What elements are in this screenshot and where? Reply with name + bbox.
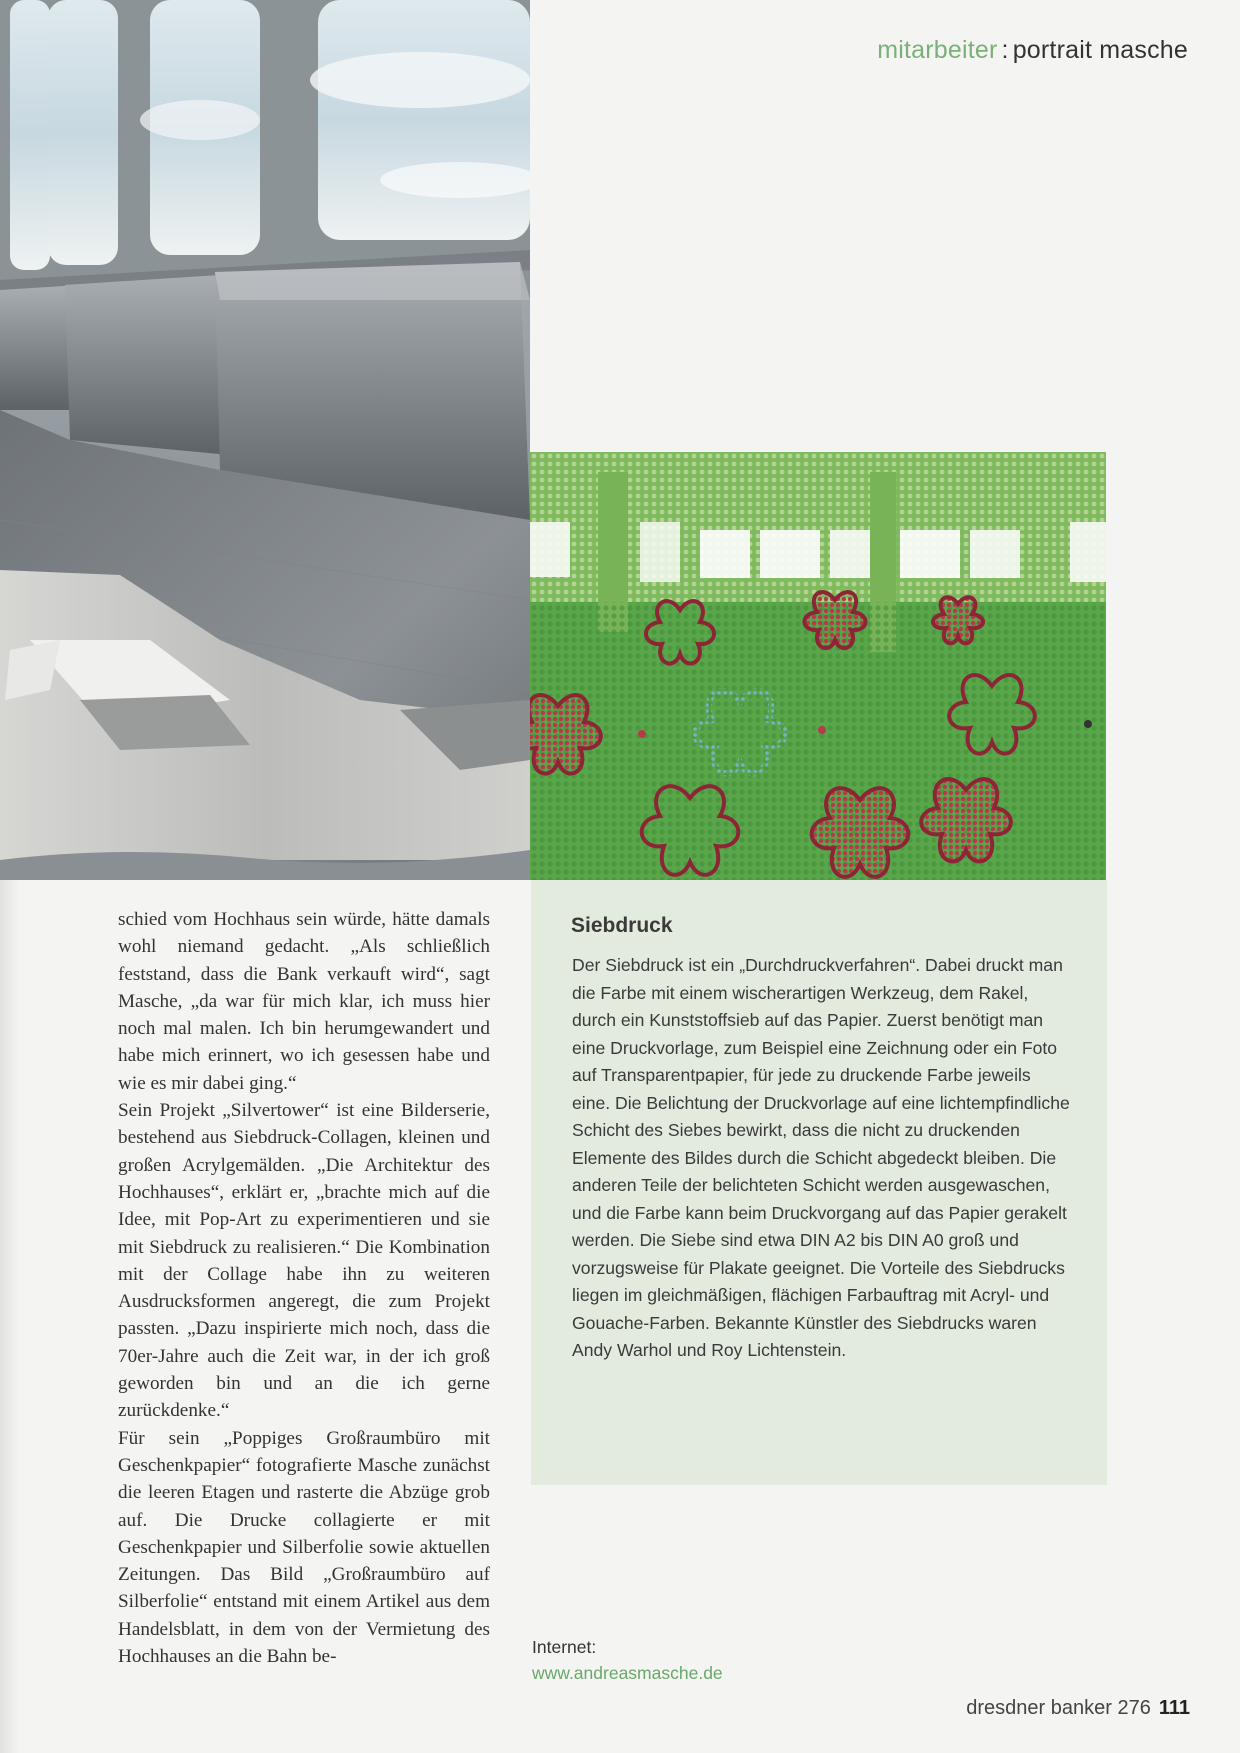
popart-drawing: [530, 452, 1106, 880]
internet-label: Internet:: [532, 1637, 597, 1657]
internet-reference: [532, 1634, 723, 1686]
office-photo: [0, 0, 530, 880]
website-link[interactable]: www.andreasmasche.de: [532, 1663, 723, 1683]
page-number: 111: [1158, 1697, 1190, 1719]
infobox-title: Siebdruck: [571, 914, 673, 937]
infobox-text: Der Siebdruck ist ein „Durchdruckverfahren“. Dabei druckt man die Farbe mit einem wischerartigen Werkzeug, dem Rakel, durch ein Kunststoffsieb auf das Papier. Zuerst benötigt man eine Druckvorlage, zum Beispiel eine Zeichnung oder ein Foto auf Transparentpapier, für jede zu druckende Farbe jeweils eine. Die Belichtung der Druckvorlage auf eine lichtempfindliche Schicht des Siebes bewirkt, dass die nicht zu druckenden Elemente des Bildes durch die Schicht abgedeckt bleiben. Die anderen Teile der belichteten Schicht werden ausgewaschen, und die Farbe kann beim Druckvorgang auf das Papier gerakelt werden. Die Siebe sind etwa DIN A2 bis DIN A0 groß und vorzugsweise für Plakate geeignet. Die Vorteile des Siebdrucks liegen im gleichmäßigen, flächigen Farbauftrag mit Acryl- und Gouache-Farben. Bekannte Künstler des Siebdrucks waren Andy Warhol und Roy Lichtenstein.: [572, 955, 1070, 1360]
popart-silkscreen-photo: [530, 452, 1106, 880]
header-section: mitarbeiter: [877, 36, 998, 64]
section-header: [877, 36, 1188, 65]
header-topic: portrait masche: [1012, 36, 1188, 64]
article-paragraph: Für sein „Poppiges Großraumbüro mit Geschenkpapier“ fotografierte Masche zunächst die leeren Etagen und rasterte die Abzüge grob auf. Die Drucke collagierte er mit Geschenkpapier und Silberfolie sowie aktuellen Zeitungen. Das Bild „Großraumbüro auf Silberfolie“ entstand mit einem Artikel aus dem Handelsblatt, in dem von der Vermietung des Hochhauses an die Bahn be-: [118, 1427, 490, 1668]
magazine-issue: dresdner banker 276: [966, 1697, 1151, 1719]
header-separator: :: [1001, 36, 1009, 64]
office-photo-drawing: [0, 0, 530, 880]
article-paragraph: Sein Projekt „Silvertower“ ist eine Bilderserie, bestehend aus Siebdruck-Collagen, kleinen und großen Acrylgemälden. „Die Architektur des Hochhauses“, erklärt er, „brachte mich auf die Idee, mit Pop-Art zu experimentieren und sie mit Siebdruck zu realisieren.“ Die Kombination mit der Collage habe ihn zu weiteren Ausdrucksformen angeregt, die zum Projekt passten. „Dazu inspirierte mich noch, dass die 70er-Jahre auch die Zeit war, in der ich groß geworden bin und an die ich gerne zurückdenke.“: [118, 1100, 490, 1422]
article-body: [118, 906, 490, 1670]
page-footer: [966, 1697, 1190, 1720]
article-paragraph: schied vom Hochhaus sein würde, hätte damals wohl niemand gedacht. „Als schließlich feststand, dass die Bank verkauft wird“, sagt Masche, „da war für mich klar, ich muss hier noch mal malen. Ich bin herumgewandert und habe mich erinnert, wo ich gesessen habe und wie es mir dabei ging.“: [118, 909, 490, 1094]
siebdruck-infobox: [531, 880, 1107, 1485]
